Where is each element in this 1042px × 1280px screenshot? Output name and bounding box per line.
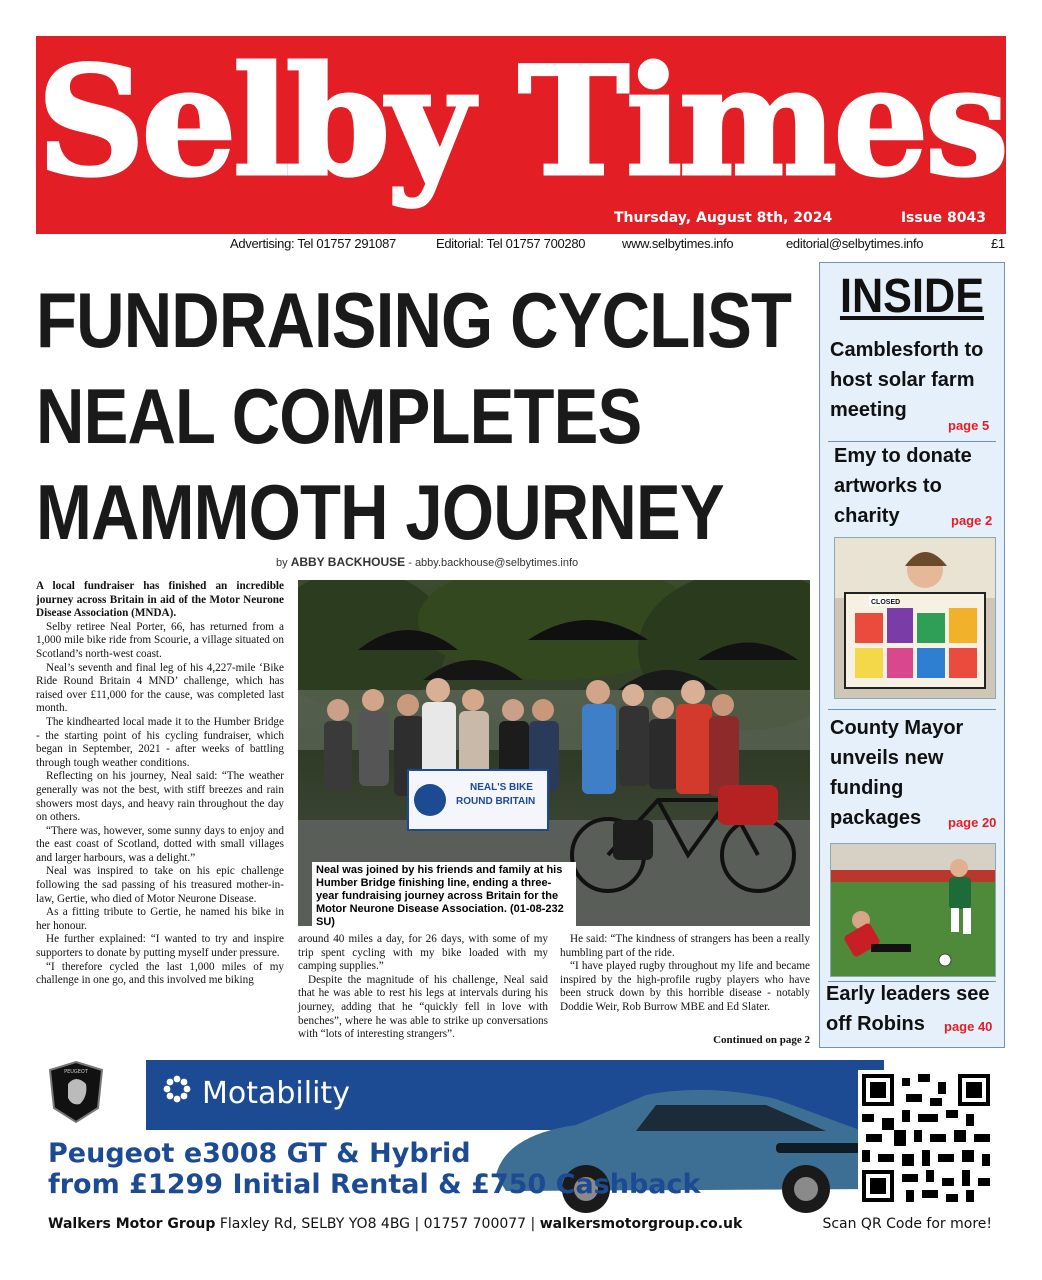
peugeot-brand: PEUGEOT — [64, 1069, 88, 1075]
ad-offer — [48, 1138, 700, 1200]
byline-author: ABBY BACKHOUSE — [290, 555, 406, 569]
article-paragraph: He said: “The kindness of strangers has been a really humbling part of the ride. — [560, 933, 810, 959]
article-paragraph: “There was, however, some sunny days to enjoy and the east coast of Scotland, dotted with small villages and larger harbours, was a delight.” — [36, 824, 284, 864]
article-column-3 — [560, 933, 810, 1015]
article-paragraph: As a fitting tribute to Gertie, he named his bike in her honour. — [36, 906, 284, 932]
inside-item-solar-farm[interactable] — [830, 335, 1000, 425]
inside-item-page[interactable]: page 40 — [944, 1019, 993, 1034]
masthead — [36, 36, 1006, 234]
article-paragraph: “I therefore cycled the last 1,000 miles of my challenge in one go, and this involved me biking — [36, 960, 284, 987]
ad-offer-line: Peugeot e3008 GT & Hybrid — [48, 1138, 471, 1169]
inside-item-text: County Mayor unveils new funding packages — [830, 717, 964, 829]
divider — [828, 709, 996, 710]
motability-label: Motability — [202, 1075, 350, 1111]
article-paragraph: around 40 miles a day, for 26 days, with some of my trip spent cycling with my bike loaded with my camping supplies.” — [298, 933, 548, 973]
byline — [276, 555, 578, 569]
dealer-website[interactable]: walkersmotorgroup.co.uk — [539, 1216, 743, 1232]
info-bar — [36, 234, 1006, 254]
scan-prompt: Scan QR Code for more! — [822, 1216, 992, 1232]
qr-code[interactable] — [858, 1070, 994, 1206]
byline-contact[interactable]: - abby.backhouse@selbytimes.info — [408, 557, 579, 569]
article-column-2 — [298, 933, 548, 1042]
ad-footer — [48, 1216, 742, 1232]
inside-item-text: Camblesforth to host solar farm meeting — [830, 339, 984, 421]
article-paragraph: “I have played rugby throughout my life and became inspired by the high-profile rugby players who have been struck down by this horrible disease - notably Doddie Weir, Rob Burrow MBE and Ed Slater. — [560, 960, 810, 1013]
headline-line: MAMMOTH JOURNEY — [36, 468, 724, 556]
inside-panel — [819, 262, 1005, 1048]
editorial-phone: Editorial: Tel 01757 700280 — [436, 236, 586, 251]
inside-title: INSIDE — [839, 270, 985, 323]
inside-item-page[interactable]: page 5 — [948, 418, 990, 433]
article-paragraph: Neal was inspired to take on his epic challenge following the sad passing of his treasured mother-in-law, Gertie, who died of Motor Neurone Disease. — [36, 865, 284, 905]
byline-prefix: by — [276, 557, 288, 569]
editorial-email[interactable]: editorial@selbytimes.info — [786, 236, 924, 251]
advert[interactable] — [36, 1060, 1006, 1246]
inside-item-text: Early leaders see off Robins — [826, 983, 990, 1035]
inside-item-page[interactable]: page 20 — [948, 815, 997, 830]
dealer-name: Walkers Motor Group — [48, 1216, 216, 1232]
ad-offer-line: from £1299 Initial Rental & £750 Cashback — [48, 1169, 701, 1200]
website-link[interactable]: www.selbytimes.info — [622, 236, 734, 251]
article-column-1 — [36, 580, 284, 988]
motability-icon — [162, 1074, 192, 1112]
issue-date: Thursday, August 8th, 2024 — [614, 210, 833, 226]
issue-number: Issue 8043 — [900, 210, 986, 226]
artwork-photo — [834, 537, 996, 699]
article-paragraph: He further explained: “I wanted to try and inspire supporters to donate by putting myself under pressure. — [36, 933, 284, 960]
artwork-label: CLOSED — [871, 599, 901, 606]
headline-line: FUNDRAISING CYCLIST — [36, 276, 792, 364]
headline-line: NEAL COMPLETES — [36, 372, 642, 460]
inside-item-text: Emy to donate artworks to charity — [834, 445, 972, 527]
banner-subtitle: ROUND BRITAIN — [456, 796, 536, 807]
football-photo — [830, 843, 996, 977]
peugeot-logo — [46, 1060, 106, 1124]
article-paragraph: The kindhearted local made it to the Humber Bridge - the starting point of his cycling fundraiser, which began in September, 2021 - after weeks of battling through tough weather conditions. — [36, 715, 284, 769]
inside-item-page[interactable]: page 2 — [951, 513, 993, 528]
banner-title: NEAL'S BIKE — [470, 782, 533, 793]
article-paragraph: Selby retiree Neal Porter, 66, has returned from a 1,000 mile bike ride from Scourie, a village situated on Scotland’s north-west coast. — [36, 620, 284, 660]
dealer-address: Flaxley Rd, SELBY YO8 4BG | 01757 700077 | — [215, 1216, 540, 1232]
article-paragraph: Neal’s seventh and final leg of his 4,227-mile ‘Bike Ride Round Britain 4 MND’ challenge, which has raised over £11,000 for the cause, was completed last month. — [36, 661, 284, 715]
main-headline — [36, 272, 792, 560]
continued-link[interactable]: Continued on page 2 — [713, 1034, 810, 1046]
advertising-phone: Advertising: Tel 01757 291087 — [230, 236, 396, 251]
masthead-title: Selby Times — [36, 34, 1006, 210]
article-paragraph: Reflecting on his journey, Neal said: “The weather generally was not the best, with stiff breezes and rain showers most days, and heavy rain throughout the day on others. — [36, 770, 284, 824]
article-lead: A local fundraiser has finished an incredible journey across Britain in aid of the Motor Neurone Disease Association (MNDA). — [36, 580, 284, 620]
price: £1 — [991, 236, 1005, 251]
article-paragraph: Despite the magnitude of his challenge, Neal said that he was able to rest his legs at intervals during his journey, adding that he “quickly fell in love with benches”, where he was able to strike up conversations with “lots of interesting strangers”. — [298, 973, 548, 1041]
photo-caption: Neal was joined by his friends and family at his Humber Bridge finishing line, ending a three-year fundraising journey across Britain for the Motor Neurone Disease Association. (01-08-232 SU) — [312, 862, 576, 931]
